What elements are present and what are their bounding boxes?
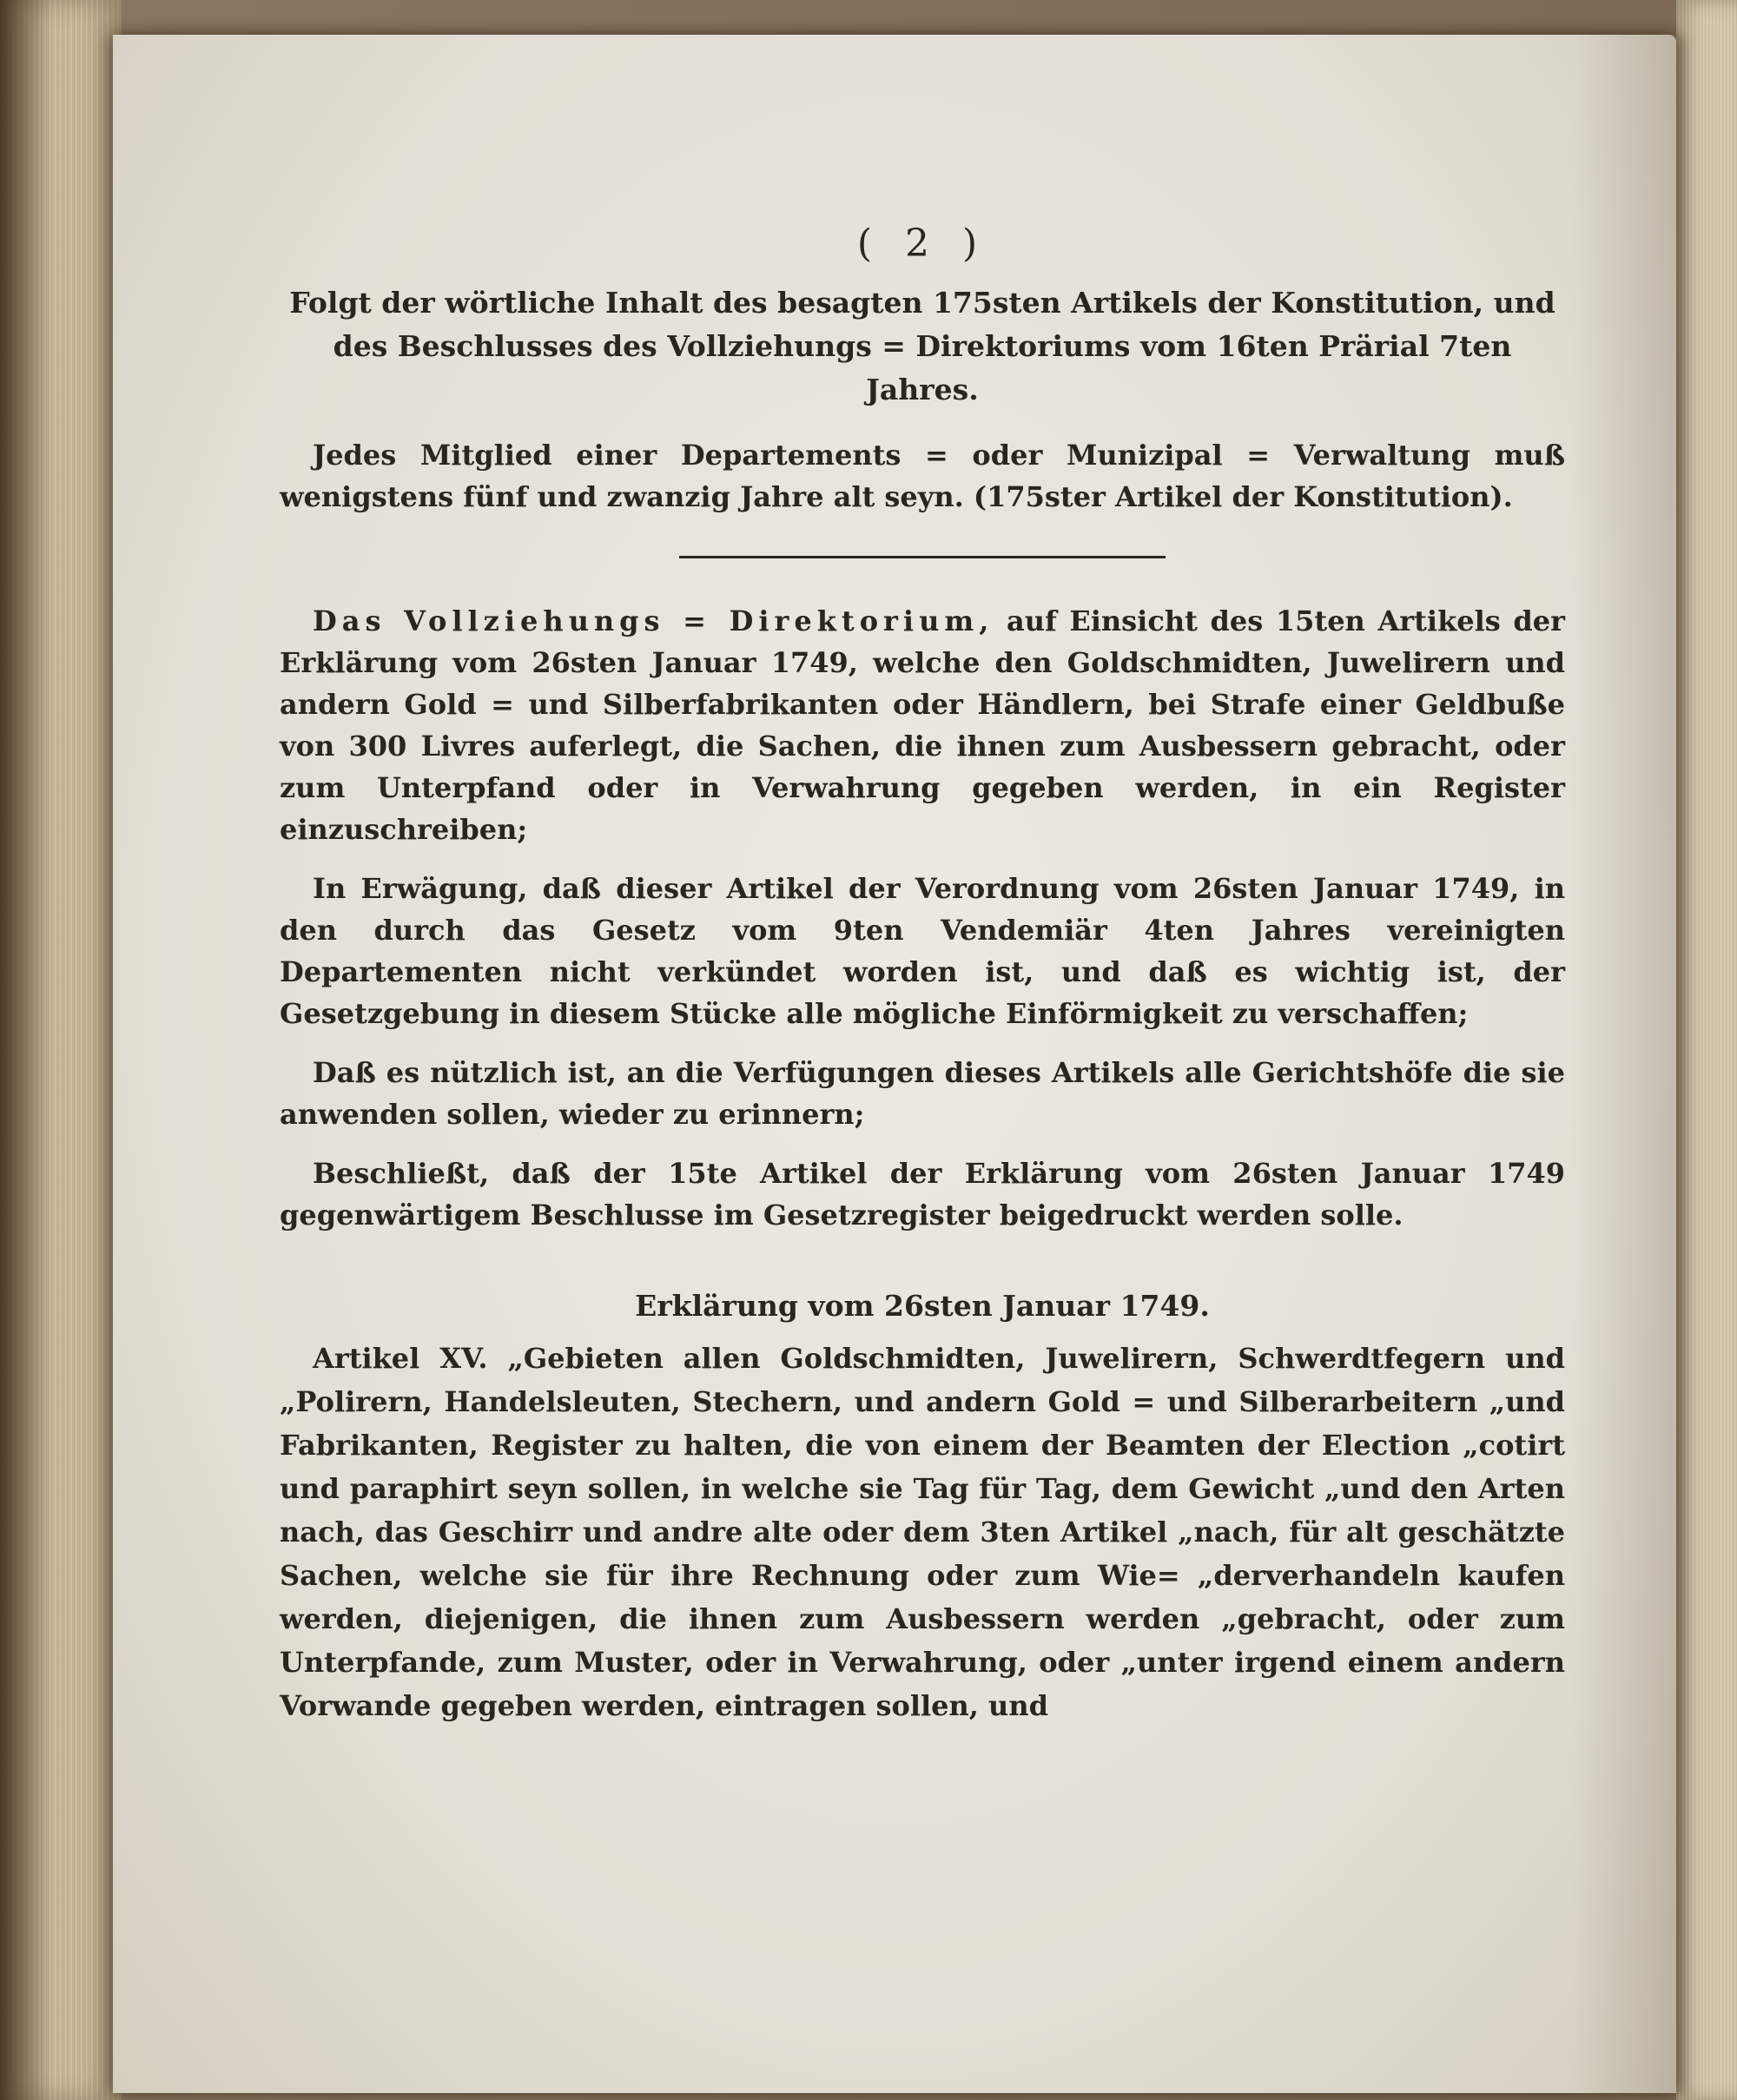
decree-paragraph-4: Beschließt, daß der 15te Artikel der Erklärung vom 26sten Januar 1749 gegenwärtigem Beschlusse im Gesetzregister beigedruckt werden solle.	[280, 1157, 1565, 1232]
article-xv-text: Artikel XV. „Gebieten allen Goldschmidten, Juwelirern, Schwerdtfegern und „Polirern, Handelsleuten, Stechern, und andern Gold = und Silberarbeitern „und Fabrikanten, Register zu halten, die von einem der Beamten der Election „cotirt und paraphirt seyn sollen, in welche sie Tag für Tag, dem Gewicht „und den Arten nach, das Geschirr und andre alte oder dem 3ten Artikel „nach, für alt geschätzte Sachen, welche sie für ihre Rechnung oder zum Wie= „derverhandeln kaufen werden, diejenigen, die ihnen zum Ausbessern werden „gebracht, oder zum Unterpfande, zum Muster, oder in Verwahrung, oder „unter irgend einem andern Vorwande gegeben werden, eintragen sollen, und	[280, 1342, 1565, 1722]
page-number: ( 2 )	[856, 221, 988, 266]
horizontal-rule	[679, 556, 1166, 558]
page-text	[280, 221, 1565, 1727]
decree-intro-spaced: Das Vollziehungs = Direktorium,	[313, 604, 994, 637]
declaration-heading: Erklärung vom 26sten Januar 1749.	[635, 1289, 1210, 1323]
binding-shadow	[0, 0, 52, 2100]
page-fold-shading	[1572, 35, 1676, 2093]
decree-intro-rest: auf Einsicht des 15ten Artikels der Erklärung vom 26sten Januar 1749, welche den Goldschmidten, Juwelirern und andern Gold = und Silberfabrikanten oder Händlern, bei Strafe einer Geldbuße von 300 Livres auferlegt, die Sachen, die ihnen zum Ausbessern gebracht, oder zum Unterpfand oder in Verwahrung gegeben werden, in ein Register einzuschreiben;	[280, 604, 1565, 846]
decree-paragraph-2: In Erwägung, daß dieser Artikel der Verordnung vom 26sten Januar 1749, in den durch das Gesetz vom 9ten Vendemiär 4ten Jahres vereinigten Departementen nicht verkündet worden ist, und daß es wichtig ist, der Gesetzgebung in diesem Stücke alle mögliche Einförmigkeit zu verschaffen;	[280, 872, 1565, 1030]
decree-paragraph-3: Daß es nützlich ist, an die Verfügungen dieses Artikels alle Gerichtshöfe die sie anwenden sollen, wieder zu erinnern;	[280, 1056, 1565, 1131]
right-page-edges	[1676, 0, 1737, 2100]
decree-intro-paragraph	[280, 600, 1565, 850]
constitution-article-paragraph: Jedes Mitglied einer Departements = oder Munizipal = Verwaltung muß wenigstens fünf und zwanzig Jahre alt seyn. (175ster Artikel der Konstitution).	[280, 439, 1565, 513]
section-heading: Folgt der wörtliche Inhalt des besagten 175sten Artikels der Konstitution, und des Beschlusses des Vollziehungs = Direktoriums vom 16ten Prärial 7ten Jahres.	[289, 286, 1555, 406]
